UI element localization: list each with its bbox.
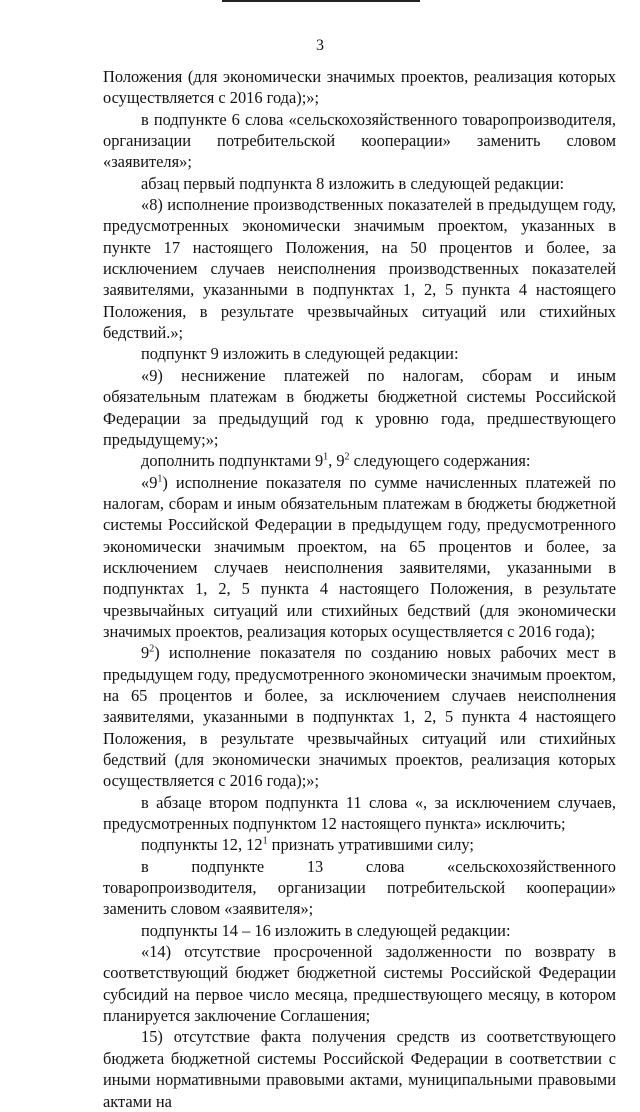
- paragraph: [103, 109, 616, 173]
- top-rule: [222, 0, 420, 2]
- paragraph: [103, 856, 616, 920]
- page-number: 3: [316, 37, 324, 54]
- text-run: ) исполнение показателя по созданию новых рабочих мест в предыдущем году, предусмотренного экономически значимым проектом, на 65 процентов и более, за исключением случаев неисполнения заявителями, указанными в подпунктах 1, 2, 5 пункта 4 настоящего Положения, в результате чрезвычайных ситуаций или стихийных бедствий (для экономически значимых проектов, реализация которых осуществляется с 2016 года);»;: [103, 643, 616, 791]
- paragraph: [103, 173, 616, 194]
- text-run: в подпункте 13 слова «сельскохозяйственного товаропроизводителя, организации потребительской кооперации» заменить словом «заявителя»;: [103, 856, 616, 919]
- text-run: «14) отсутствие просроченной задолженности по возврату в соответствующий бюджет бюджетной системы Российской Федерации субсидий на первое число месяца, предшествующего месяцу, в котором планируется заключение Соглашения;: [103, 942, 616, 1026]
- text-run: дополнить подпунктами 9: [141, 451, 324, 471]
- text-run: 15) отсутствие факта получения средств из соответствующего бюджета бюджетной системы Российской Федерации в соответствии с иными нормативными правовыми актами, муниципальными правовыми актами на: [103, 1027, 616, 1111]
- text-run: «8) исполнение производственных показателей в предыдущем году, предусмотренных экономически значимым проектом, указанных в пункте 17 настоящего Положения, на 50 процентов и более, за исключением случаев неисполнения производственных показателей заявителями, указанными в подпунктах 1, 2, 5 пункта 4 настоящего Положения, в результате чрезвычайных ситуаций или стихийных бедствий.»;: [103, 195, 616, 343]
- superscript: 2: [149, 643, 155, 655]
- paragraph: [103, 472, 616, 643]
- text-run: признать утратившими силу;: [267, 835, 474, 855]
- paragraph: [103, 66, 616, 109]
- text-run: 9: [141, 643, 150, 663]
- text-run: в абзаце втором подпункта 11 слова «, за исключением случаев, предусмотренных подпунктом 12 настоящего пункта» исключить;: [103, 792, 616, 834]
- text-run: подпункт 9 изложить в следующей редакции:: [141, 344, 459, 364]
- paragraph: [103, 792, 616, 835]
- text-run: , 9: [328, 451, 345, 471]
- paragraph: [103, 194, 616, 343]
- superscript: 1: [323, 451, 329, 463]
- text-run: следующего содержания:: [349, 451, 531, 471]
- paragraph: [103, 343, 616, 364]
- text-run: ) исполнение показателя по сумме начисленных платежей по налогам, сборам и иным обязательным платежам в бюджеты бюджетной системы Российской Федерации в предыдущем году, предусмотренного экономически значимым проектом, на 65 процентов и более, за исключением случаев неисполнения заявителями, указанными в подпунктах 1, 2, 5 пункта 4 настоящего Положения, в результате чрезвычайных ситуаций или стихийных бедствий (для экономически значимых проектов, реализация которых осуществляется с 2016 года);: [103, 472, 616, 641]
- text-run: «9) неснижение платежей по налогам, сборам и иным обязательным платежам в бюджеты бюджетной системы Российской Федерации за предыдущий год к уровню года, предшествующего предыдущему;»;: [103, 365, 616, 449]
- text-run: в подпункте 6 слова «сельскохозяйственного товаропроизводителя, организации потребительской кооперации» заменить словом «заявителя»;: [103, 109, 616, 172]
- superscript: 1: [262, 835, 268, 847]
- paragraph: [103, 941, 616, 1026]
- superscript: 1: [157, 473, 163, 485]
- superscript: 2: [344, 451, 350, 463]
- text-run: «9: [141, 472, 158, 492]
- paragraph: [103, 365, 616, 450]
- text-run: Положения (для экономически значимых проектов, реализация которых осуществляется с 2016 года);»;: [103, 67, 616, 108]
- paragraph: [103, 450, 616, 471]
- document-body: [103, 66, 616, 1112]
- text-run: подпункты 14 – 16 изложить в следующей редакции:: [141, 920, 511, 940]
- paragraph: [103, 834, 616, 855]
- paragraph: [103, 1026, 616, 1111]
- paragraph: [103, 920, 616, 941]
- text-run: абзац первый подпункта 8 изложить в следующей редакции:: [141, 173, 565, 193]
- paragraph: [103, 642, 616, 791]
- text-run: подпункты 12, 12: [141, 835, 263, 855]
